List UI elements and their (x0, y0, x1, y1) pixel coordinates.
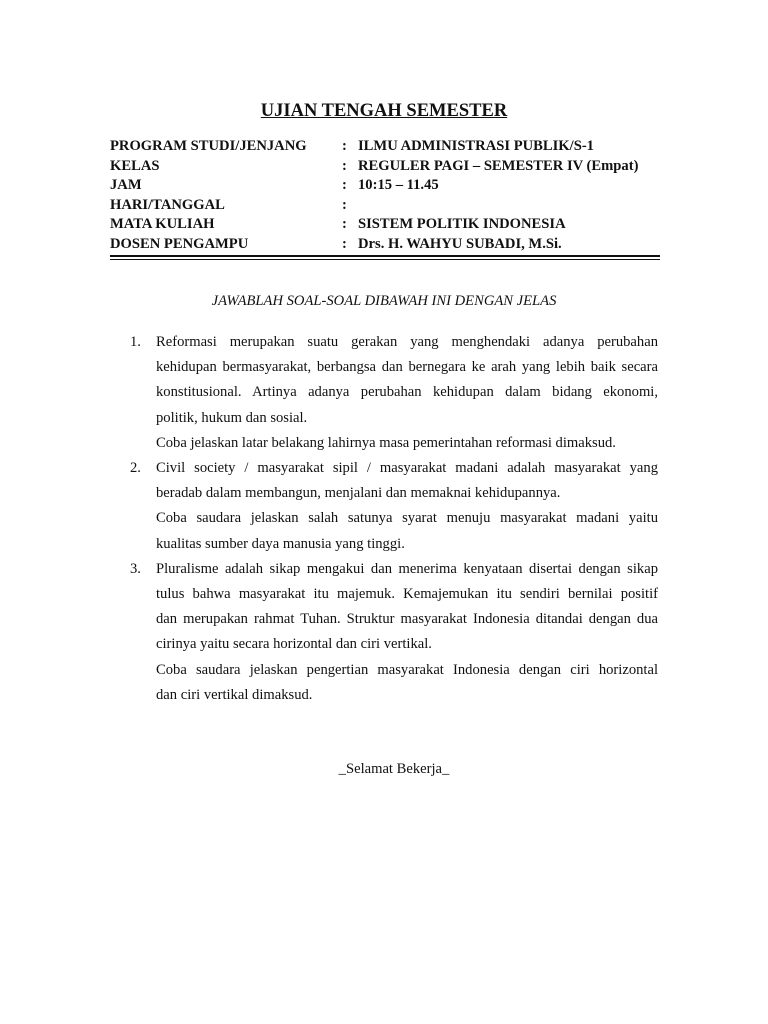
info-row-hari-tanggal (110, 196, 660, 216)
info-row-jam (110, 176, 660, 196)
info-label: JAM (110, 177, 142, 193)
info-row-dosen (110, 235, 660, 255)
question-line: politik, hukum dan sosial. (156, 409, 308, 426)
info-row-mata-kuliah (110, 215, 660, 235)
header-divider-thin (110, 259, 660, 260)
info-colon: : (342, 196, 347, 213)
question-line: Reformasi merupakan suatu gerakan yang menghendaki adanya perubahan (156, 334, 658, 350)
header-divider-thick (110, 255, 660, 257)
question-line: dan merupakan rahmat Tuhan. Struktur masyarakat Indonesia ditandai dengan dua (156, 611, 658, 628)
exam-instruction: JAWABLAH SOAL-SOAL DIBAWAH INI DENGAN JELAS (211, 293, 557, 309)
question-line: Coba saudara jelaskan pengertian masyarakat Indonesia dengan ciri horizontal (156, 661, 658, 678)
exam-info-table (110, 137, 660, 254)
question-line: konstitusional. Artinya adanya perubahan kehidupan dalam bidang ekonomi, (156, 384, 658, 401)
info-colon: : (342, 216, 347, 232)
info-colon: : (342, 235, 347, 252)
info-value (358, 196, 660, 216)
question-text (156, 456, 658, 557)
info-label: HARI/TANGGAL (110, 196, 225, 213)
info-colon: : (342, 157, 347, 174)
question-text (156, 557, 658, 708)
info-value: 10:15 – 11.45 (358, 177, 439, 193)
info-label: DOSEN PENGAMPU (110, 235, 249, 252)
question-2 (130, 456, 658, 557)
question-number: 2. (130, 460, 141, 477)
question-line: Coba saudara jelaskan salah satunya syarat menuju masyarakat madani yaitu (156, 510, 658, 527)
question-line: cirinya yaitu secara horizontal dan ciri vertikal. (156, 636, 432, 653)
info-value: ILMU ADMINISTRASI PUBLIK/S-1 (358, 138, 594, 154)
question-line: Civil society / masyarakat sipil / masyarakat madani adalah masyarakat yang (156, 460, 658, 477)
question-3 (130, 557, 658, 708)
info-colon: : (342, 177, 347, 193)
info-value: Drs. H. WAHYU SUBADI, M.Si. (358, 235, 562, 252)
question-line: Coba jelaskan latar belakang lahirnya masa pemerintahan reformasi dimaksud. (156, 434, 616, 451)
question-text (156, 330, 658, 456)
info-label: KELAS (110, 157, 160, 174)
info-value: SISTEM POLITIK INDONESIA (358, 216, 566, 232)
info-colon: : (342, 138, 347, 154)
info-label: PROGRAM STUDI/JENJANG (110, 138, 307, 154)
exam-title: UJIAN TENGAH SEMESTER (260, 101, 508, 121)
question-line: kehidupan bermasyarakat, berbangsa dan bernegara ke arah yang lebih baik secara (156, 359, 658, 376)
question-1 (130, 330, 658, 456)
closing-message: _Selamat Bekerja_ (338, 761, 450, 777)
info-value: REGULER PAGI – SEMESTER IV (Empat) (358, 157, 639, 174)
question-list (130, 330, 658, 708)
question-line: tulus bahwa masyarakat itu majemuk. Kemajemukan itu sendiri bernilai positif (156, 586, 658, 603)
question-number: 3. (130, 560, 141, 577)
info-row-kelas (110, 157, 660, 177)
question-number: 1. (130, 334, 141, 350)
question-line: kualitas sumber daya manusia yang tinggi. (156, 535, 405, 552)
info-label: MATA KULIAH (110, 216, 215, 232)
info-row-program (110, 137, 660, 157)
question-line: beradab dalam membangun, menjalani dan memaknai kehidupannya. (156, 485, 561, 502)
question-line: dan ciri vertikal dimaksud. (156, 686, 313, 703)
question-line: Pluralisme adalah sikap mengakui dan menerima kenyataan disertai dengan sikap (156, 560, 658, 577)
